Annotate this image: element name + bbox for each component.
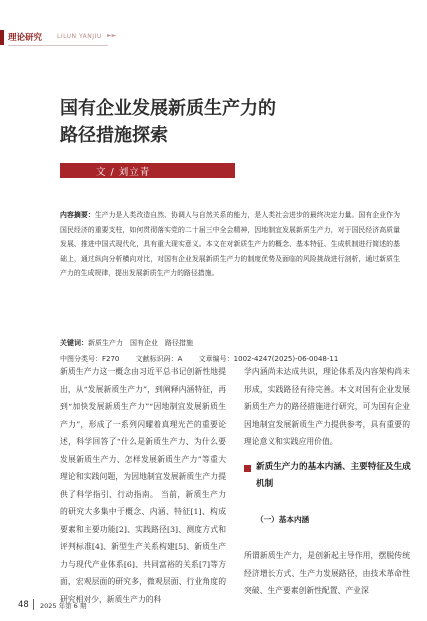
article-title-line2: 路径措施探索 <box>60 125 168 146</box>
column-name: 理论研究 <box>8 33 43 43</box>
article-number: 文章编号：1002-4247(2025)-06-0048-11 <box>198 355 339 363</box>
keywords <box>60 338 193 348</box>
abstract-text: 生产力是人类改造自然、协调人与自然关系的能力，是人类社会进步的最终决定力量。国有企业作为国民经济的重要支柱，如何贯彻落实党的二十届三中全会精神，因地制宜发展新质生产力，对于国民经济高质量发展、推进中国式现代化，具有重大现实意义。本文在对新质生产力的概念、基本特征、生成机制进行简述的基础上，通过纵向分析横向对比，对国有企业发展新质生产力的制度优势及面临的风险挑战进行剖析，通过新质生产力的生成规律，提出发展新质生产力的路径措施。 <box>60 211 401 277</box>
author-name: 文 / 刘立青 <box>96 167 151 178</box>
clc-number: 中图分类号：F270 <box>60 355 120 363</box>
page-number: 48 <box>18 600 29 610</box>
header-arrows-icon: ►► <box>107 32 117 39</box>
body-column-left: 新质生产力这一概念由习近平总书记创新性地提出，从“发展新质生产力”，到阐释内涵特征，再到“加快发展新质生产力”“因地制宜发展新质生产力”，形成了一系列闪耀着真理光芒的重要论述，科学回答了“什么是新质生产力、为什么要发展新质生产力、怎样发展新质生产力”等重大理论和实践问题，为因地制宜发展新质生产力提供了科学指引、行动指南。 当前，新质生产力的研究大多集中于概念、内涵、特征[1]、构成要素和主要功能[2]、实践路径[3]、测度方式和评判标准[4]、新型生产关系构建[5]、新质生产力与现代产业体系[6]、共同富裕的关系[7]等方面，宏观层面的研究多，微观层面、行业角度的研究相对少，新质生产力的科 <box>60 367 226 604</box>
document-code: 文献标识码：A <box>135 355 183 363</box>
section-marker-icon <box>244 465 251 472</box>
body-column-right-text: 所谓新质生产力，是创新起主导作用，摆脱传统经济增长方式、生产力发展路径，由技术革命性突破、生产要素创新性配置、产业深 <box>244 551 410 595</box>
column-pinyin: LILUN YANJIU <box>57 33 102 40</box>
keywords-label: 关键词： <box>60 339 88 347</box>
issue-label: 2025 年第 6 期 <box>40 602 87 610</box>
footer-separator <box>33 599 34 610</box>
article-title-line1: 国有企业发展新质生产力的 <box>60 98 276 119</box>
header-accent-bar <box>0 30 4 45</box>
section-heading: 新质生产力的基本内涵、主要特征及生成机制 <box>256 462 411 489</box>
subsection-heading: （一）基本内涵 <box>256 515 310 524</box>
abstract-label: 内容摘要： <box>60 211 95 219</box>
keywords-text: 新质生产力 国有企业 路径措施 <box>88 339 193 347</box>
header-rule <box>8 45 108 46</box>
abstract <box>60 208 400 281</box>
body-column-right-intro: 学内涵尚未达成共识，理论体系及内容架构尚未形成，实践路径有待完善。本文对国有企业发展新质生产力的路径措施进行研究，可为国有企业因地制宜发展新质生产力提供参考，具有重要的理论意义和实践应用价值。 <box>244 367 410 446</box>
